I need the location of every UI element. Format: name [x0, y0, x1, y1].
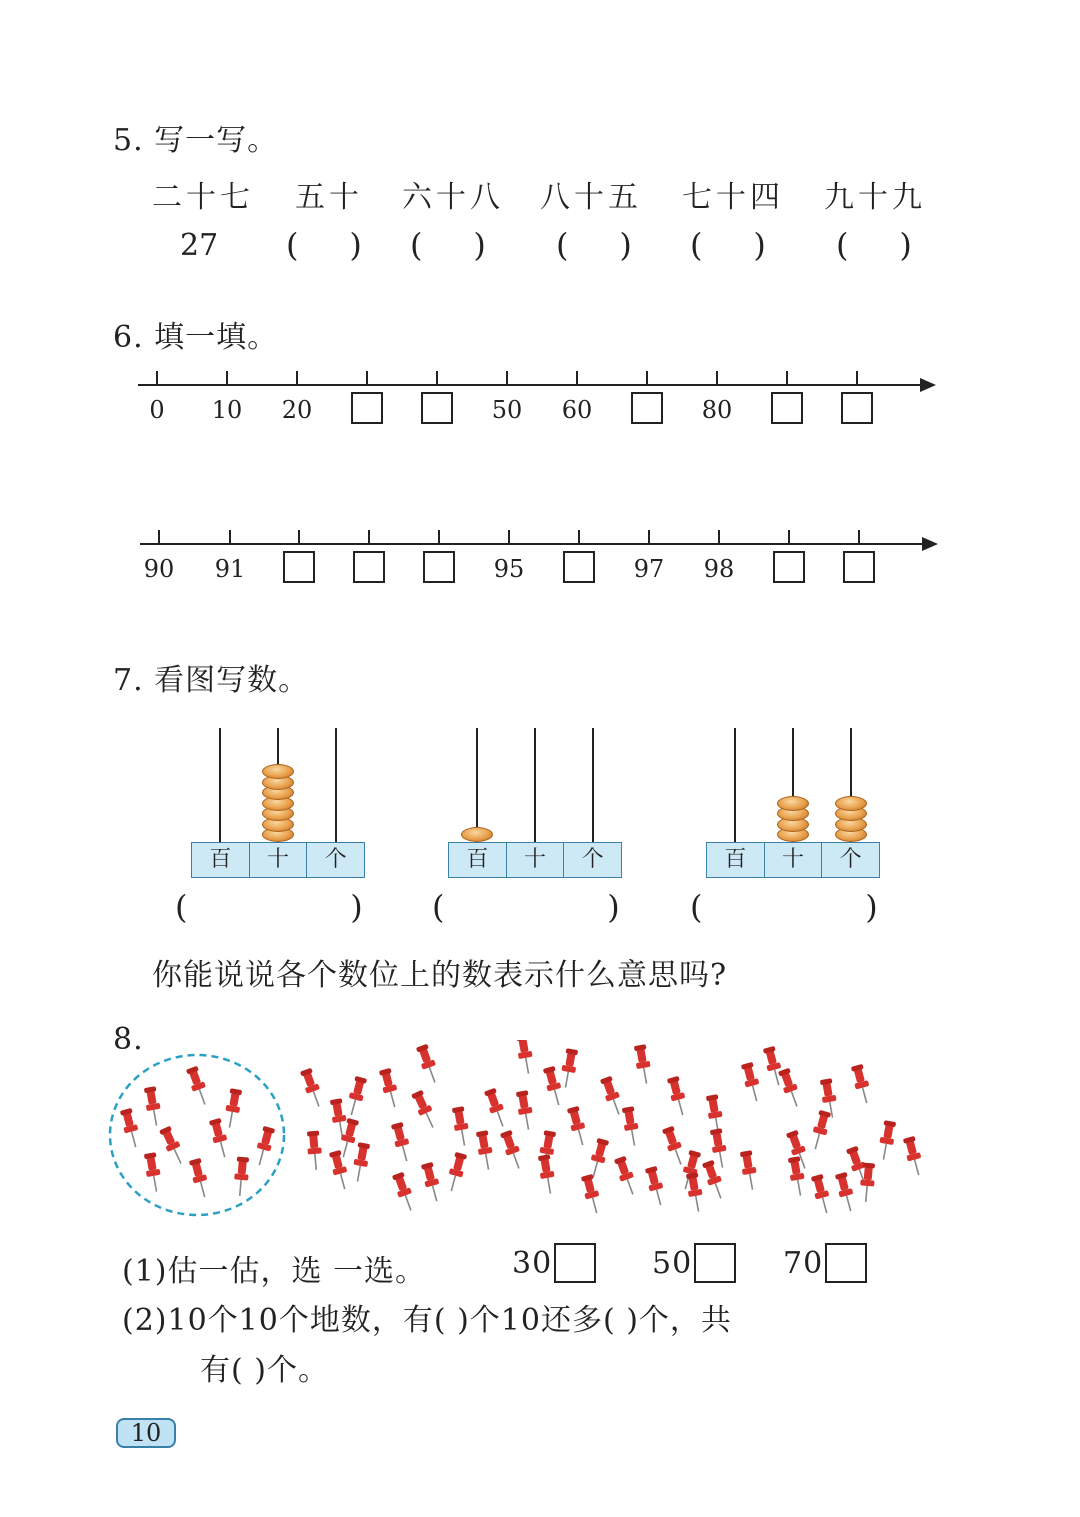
pushpin-icon — [559, 1048, 580, 1089]
q5-word-4: 八十五 — [540, 180, 642, 215]
pushpin-icon — [621, 1106, 642, 1147]
line1-axis — [138, 384, 922, 386]
line2-label: 97 — [633, 555, 665, 583]
line2-blank-box[interactable] — [773, 551, 805, 583]
line1-label: 10 — [211, 396, 243, 424]
pushpin-icon — [537, 1154, 558, 1195]
pushpin-icon — [328, 1150, 352, 1191]
pushpin-icon — [233, 1156, 250, 1196]
line1-blank-box[interactable] — [841, 392, 873, 424]
pushpin-icon — [119, 1108, 143, 1149]
pushpin-icon — [188, 1158, 212, 1199]
q8-sub2-line1: (2)10个10个地数，有( )个10还多( )个，共 — [122, 1303, 732, 1338]
line2-label: 91 — [214, 555, 246, 583]
line1-tick — [576, 371, 578, 385]
pushpins-illustration — [100, 1040, 940, 1230]
q6-heading: 6. 填一填。 — [113, 320, 279, 355]
q8-option-box[interactable] — [694, 1243, 736, 1283]
pushpin-icon — [143, 1086, 164, 1127]
pushpin-icon — [701, 1159, 727, 1200]
abacus-place-label: 个 — [324, 847, 347, 872]
q8-option-box[interactable] — [554, 1243, 596, 1283]
pushpin-icon — [850, 1064, 874, 1105]
q8-sub1-text: (1)估一估，选 一选。 — [122, 1254, 427, 1289]
q5-word-1: 二十七 — [152, 180, 254, 215]
line2-tick — [648, 530, 650, 544]
q7-question: 你能说说各个数位上的数表示什么意思吗? — [152, 958, 728, 993]
line1-tick — [786, 371, 788, 385]
pushpin-icon — [705, 1094, 726, 1135]
line2-tick — [368, 530, 370, 544]
line2-tick — [298, 530, 300, 544]
line2-label: 90 — [143, 555, 175, 583]
pushpin-icon — [644, 1166, 668, 1207]
line2-tick — [788, 530, 790, 544]
line1-tick — [226, 371, 228, 385]
line2-tick — [718, 530, 720, 544]
q5-answer-blank-5[interactable]: ( ) — [690, 226, 766, 264]
line1-blank-box[interactable] — [351, 392, 383, 424]
pushpin-icon — [515, 1040, 536, 1075]
q8-option-30: 30 — [512, 1246, 553, 1281]
abacus-bead — [835, 796, 867, 811]
pushpin-icon — [378, 1068, 402, 1109]
abacus-place-label: 个 — [581, 847, 604, 872]
abacus-place-label: 百 — [192, 843, 250, 877]
q8-option-50: 50 — [652, 1246, 693, 1281]
q5-word-2: 五十 — [295, 180, 363, 215]
pushpin-icon — [633, 1044, 654, 1085]
q5-answer-blank-3[interactable]: ( ) — [410, 226, 486, 264]
pushpin-icon — [777, 1067, 803, 1108]
pushpin-icon — [143, 1152, 164, 1193]
abacus-place-label: 十 — [507, 843, 565, 877]
q5-word-5: 七十四 — [682, 180, 784, 215]
line2-tick — [508, 530, 510, 544]
q8-option-box[interactable] — [825, 1243, 867, 1283]
pushpin-icon — [253, 1126, 277, 1167]
line2-axis — [140, 543, 924, 545]
pushpin-icon — [306, 1130, 323, 1170]
pushpin-icon — [740, 1062, 764, 1103]
pushpin-icon — [390, 1122, 414, 1163]
line1-blank-box[interactable] — [771, 392, 803, 424]
pushpin-icon — [208, 1118, 232, 1159]
abacus-rod — [219, 728, 221, 842]
pushpin-icon — [299, 1067, 325, 1108]
pushpin-icon — [351, 1142, 372, 1183]
pushpin-icon — [580, 1174, 604, 1215]
pushpin-icon — [613, 1155, 639, 1196]
line2-tick — [438, 530, 440, 544]
line2-arrow — [922, 537, 938, 551]
pushpin-icon — [158, 1125, 187, 1166]
line1-blank-box[interactable] — [631, 392, 663, 424]
line2-blank-box[interactable] — [843, 551, 875, 583]
pushpin-icon — [391, 1171, 417, 1212]
pushpin-icon — [685, 1172, 706, 1213]
abacus-place-label: 十 — [250, 843, 308, 877]
line1-label: 80 — [701, 396, 733, 424]
pushpin-icon — [762, 1046, 786, 1087]
abacus-place-label: 百 — [707, 843, 765, 877]
pushpin-icon — [542, 1066, 566, 1107]
abacus-rod — [734, 728, 736, 842]
q8-option-70: 70 — [783, 1246, 824, 1281]
line1-tick — [856, 371, 858, 385]
abacus-1-answer-blank[interactable]: ( ) — [175, 888, 363, 926]
pushpin-icon — [185, 1065, 211, 1106]
pushpin-icon — [810, 1174, 834, 1215]
line2-blank-box[interactable] — [283, 551, 315, 583]
pushpin-icon — [223, 1088, 244, 1129]
q5-heading: 5. 写一写。 — [113, 123, 279, 158]
pushpin-icon — [599, 1075, 625, 1116]
line1-label: 50 — [491, 396, 523, 424]
line1-label: 60 — [561, 396, 593, 424]
pushpin-icon — [451, 1106, 472, 1147]
abacus-place-label: 个 — [839, 847, 862, 872]
q8-sub2-line2: 有( )个。 — [200, 1353, 329, 1388]
abacus-bead — [461, 827, 493, 842]
line1-tick — [436, 371, 438, 385]
pushpin-icon — [475, 1130, 496, 1171]
line1-tick — [156, 371, 158, 385]
pushpin-icon — [834, 1172, 858, 1213]
abacus-1-base — [191, 842, 365, 878]
line1-arrow — [920, 378, 936, 392]
pushpin-icon — [787, 1156, 808, 1197]
abacus-rod — [534, 728, 536, 842]
q5-word-6: 九十九 — [824, 180, 926, 215]
line1-label: 20 — [281, 396, 313, 424]
pushpin-icon — [666, 1076, 690, 1117]
abacus-place-label: 十 — [765, 843, 823, 877]
pushpin-icon — [420, 1162, 444, 1203]
line1-label: 0 — [149, 396, 165, 424]
abacus-2-base — [448, 842, 622, 878]
line2-label: 95 — [493, 555, 525, 583]
line2-tick — [229, 530, 231, 544]
line1-tick — [366, 371, 368, 385]
pushpin-icon — [809, 1110, 833, 1151]
abacus-bead — [262, 764, 294, 779]
pushpin-icon — [661, 1125, 687, 1166]
pushpin-icon — [515, 1090, 536, 1131]
pushpin-icon — [566, 1106, 590, 1147]
line2-tick — [578, 530, 580, 544]
pushpin-icon — [902, 1136, 926, 1177]
line2-blank-box[interactable] — [563, 551, 595, 583]
pushpin-icon — [587, 1138, 611, 1179]
q5-answer-blank-6[interactable]: ( ) — [836, 226, 912, 264]
q5-word-3: 六十八 — [402, 180, 504, 215]
line1-tick — [296, 371, 298, 385]
pushpin-icon — [877, 1120, 898, 1161]
q5-answer-blank-4[interactable]: ( ) — [556, 226, 632, 264]
page-number: 10 — [116, 1418, 176, 1448]
abacus-rod — [476, 728, 478, 842]
abacus-3-answer-blank[interactable]: ( ) — [690, 888, 878, 926]
line1-blank-box[interactable] — [421, 392, 453, 424]
abacus-rod — [335, 728, 337, 842]
line1-tick — [716, 371, 718, 385]
pushpin-icon — [415, 1043, 441, 1084]
pushpin-icon — [739, 1150, 760, 1191]
q5-answer-blank-2[interactable]: ( ) — [286, 226, 362, 264]
pushpin-icon — [345, 1076, 369, 1117]
abacus-rod — [592, 728, 594, 842]
line1-tick — [646, 371, 648, 385]
abacus-bead — [777, 796, 809, 811]
pushpin-icon — [410, 1089, 439, 1130]
line1-tick — [506, 371, 508, 385]
q8-sub1 — [122, 1246, 426, 1290]
q7-heading: 7. 看图写数。 — [113, 663, 310, 698]
q5-answer-1: 27 — [180, 228, 219, 263]
pushpin-icon — [483, 1087, 509, 1128]
pushpin-icon — [445, 1152, 469, 1193]
line2-blank-box[interactable] — [353, 551, 385, 583]
abacus-place-label: 百 — [449, 843, 507, 877]
q8-heading: 8. — [113, 1022, 144, 1057]
line2-blank-box[interactable] — [423, 551, 455, 583]
abacus-3-base — [706, 842, 880, 878]
abacus-2-answer-blank[interactable]: ( ) — [432, 888, 620, 926]
pushpin-icon — [499, 1129, 525, 1170]
line2-label: 98 — [703, 555, 735, 583]
line2-tick — [158, 530, 160, 544]
line2-tick — [858, 530, 860, 544]
